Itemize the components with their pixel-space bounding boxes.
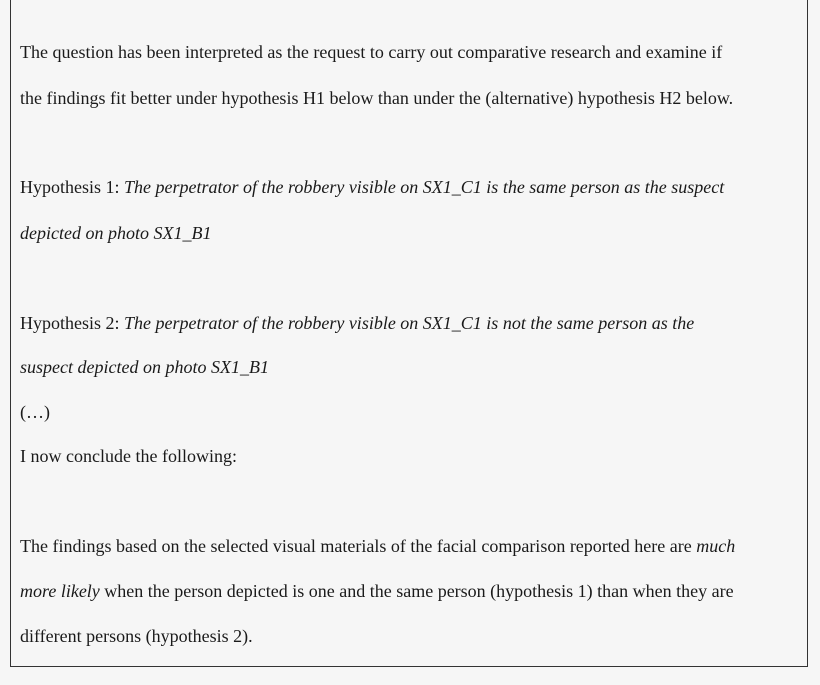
hypothesis-2-line-1 [20,312,694,334]
hypothesis-1-label: Hypothesis 1: [20,177,125,197]
conclusion-line-2 [20,580,734,602]
hypothesis-1-line-1 [20,176,724,198]
conclusion-line-1 [20,535,735,557]
hypothesis-2-label: Hypothesis 2: [20,313,125,333]
conclusion-line-3: different persons (hypothesis 2). [20,626,253,646]
intro-line-1: The question has been interpreted as the request to carry out comparative research and examine if [20,42,723,62]
hypothesis-1-text: The perpetrator of the robbery visible on SX1_C1 is the same person as the suspect [124,177,725,197]
hypothesis-1-line-2: depicted on photo SX1_B1 [20,223,212,243]
conclusion-intro: I now conclude the following: [20,446,237,466]
conclusion-line-1-text: The findings based on the selected visual materials of the facial comparison reported here are [20,536,697,556]
ellipsis: (…) [20,402,50,422]
conclusion-emphasis-more-likely: more likely [20,581,100,601]
hypothesis-2-line-2: suspect depicted on photo SX1_B1 [20,357,269,377]
intro-line-2: the findings fit better under hypothesis H1 below than under the (alternative) hypothesis H2 below. [20,88,734,108]
conclusion-emphasis-much: much [696,536,736,556]
hypothesis-2-text: The perpetrator of the robbery visible on SX1_C1 is not the same person as the [124,313,695,333]
conclusion-line-2-text: when the person depicted is one and the same person (hypothesis 1) than when they are [99,581,734,601]
